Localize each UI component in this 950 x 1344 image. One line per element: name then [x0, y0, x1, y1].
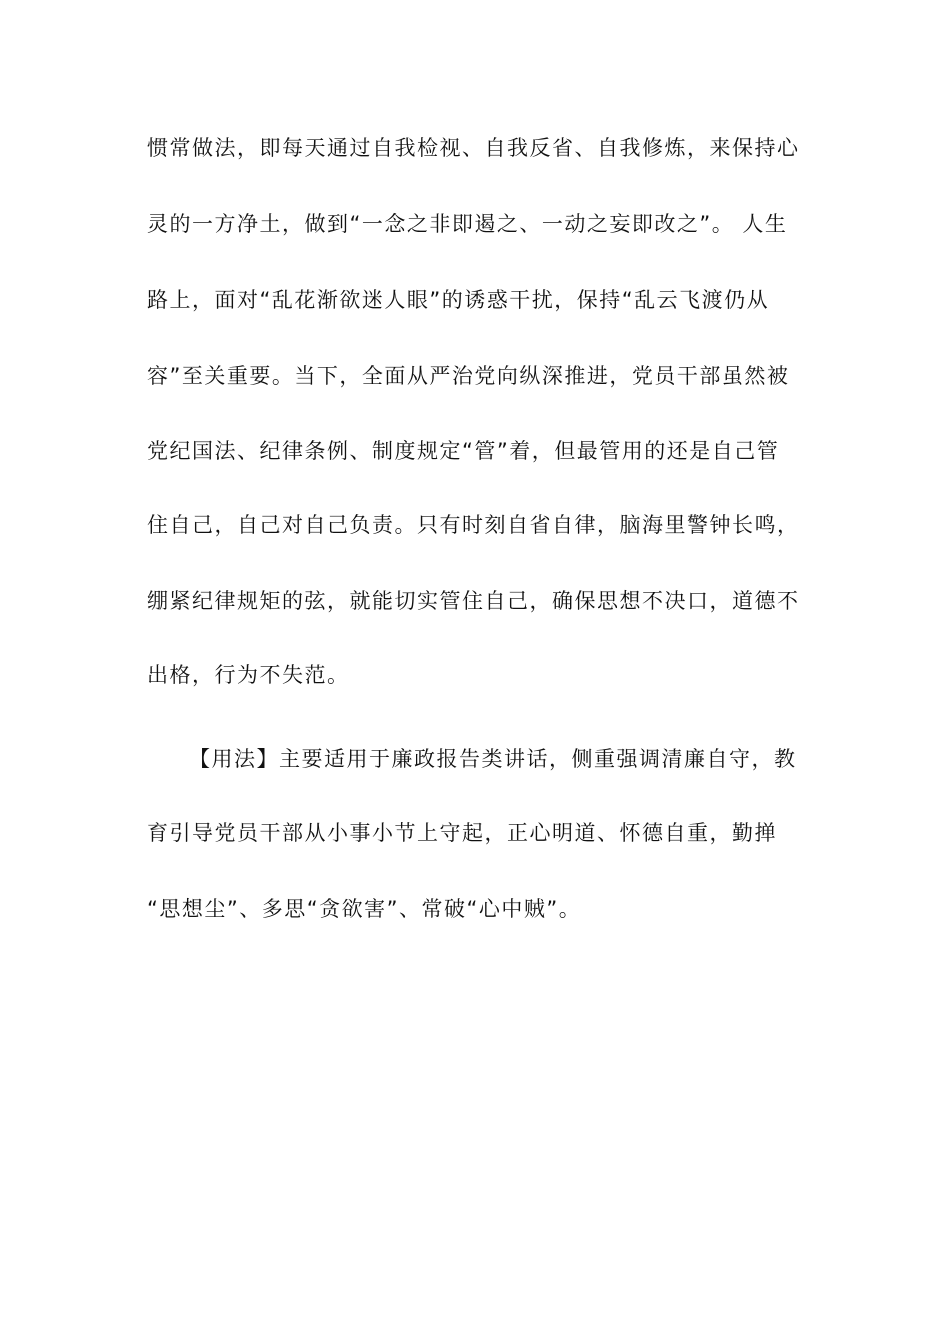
paragraph-2-line-3: “思想尘”、多思“贪欲害”、常破“心中贼”。: [147, 897, 582, 921]
paragraph-1-line-7: 绷紧纪律规矩的弦，就能切实管住自己，确保思想不决口，道德不: [147, 589, 800, 613]
paragraph-1-line-6: 住自己，自己对自己负责。只有时刻自省自律，脑海里警钟长鸣，: [147, 513, 800, 537]
paragraph-1-line-3: 路上，面对“乱花渐欲迷人眼”的诱惑干扰，保持“乱云飞渡仍从: [147, 288, 770, 312]
paragraph-1-line-4: 容”至关重要。当下，全面从严治党向纵深推进，党员干部虽然被: [147, 364, 790, 388]
paragraph-1-line-1: 惯常做法，即每天通过自我检视、自我反省、自我修炼，来保持心: [147, 136, 800, 160]
paragraph-2-line-1: 【用法】主要适用于廉政报告类讲话，侧重强调清廉自守，教: [189, 747, 797, 771]
paragraph-1-line-2: 灵的一方净土，做到“一念之非即遏之、一动之妄即改之”。 人生: [147, 212, 788, 236]
paragraph-1-line-5: 党纪国法、纪律条例、制度规定“管”着，但最管用的还是自己管: [147, 439, 780, 463]
paragraph-1-line-8: 出格，行为不失范。: [147, 663, 350, 687]
paragraph-2-line-2: 育引导党员干部从小事小节上守起，正心明道、怀德自重，勤掸: [147, 821, 777, 845]
